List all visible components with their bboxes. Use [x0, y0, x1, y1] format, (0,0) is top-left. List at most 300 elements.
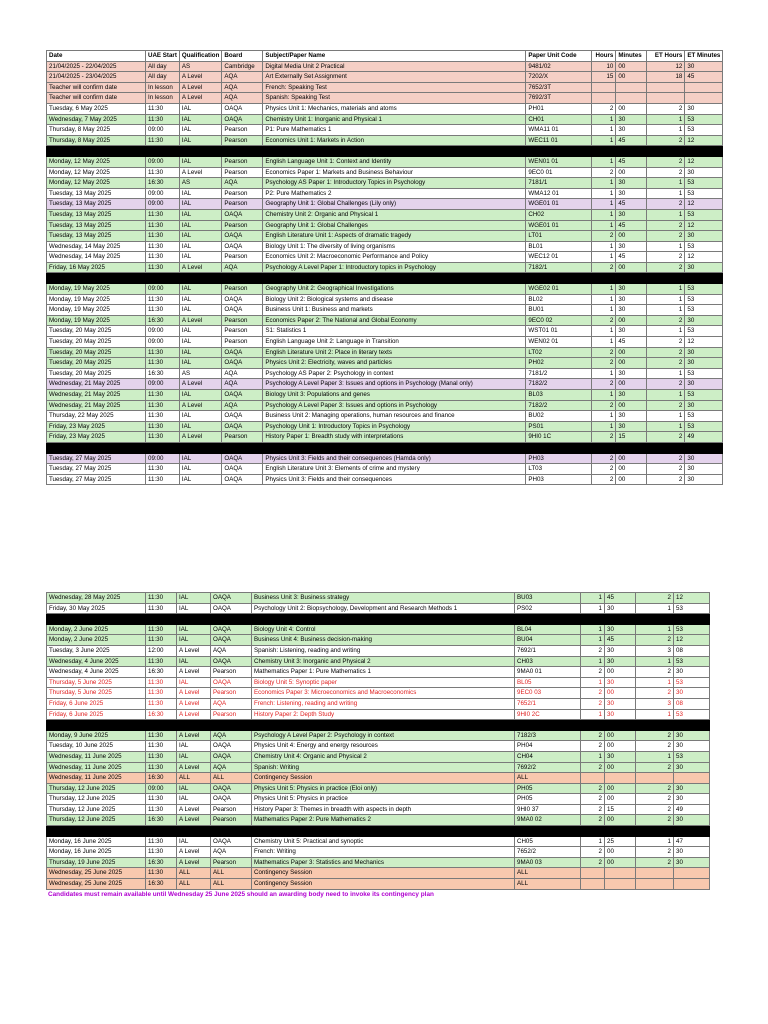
- table-cell[interactable]: 9HI0 2C: [515, 709, 581, 720]
- table-cell[interactable]: OAQA: [211, 783, 252, 794]
- table-cell[interactable]: 18: [647, 72, 685, 83]
- table-cell[interactable]: Pearson: [222, 125, 263, 136]
- table-cell[interactable]: 1: [592, 326, 616, 337]
- table-cell[interactable]: 11:30: [146, 347, 180, 358]
- table-cell[interactable]: Physics Unit 5: Physics in practice (Eloi only): [252, 783, 515, 794]
- table-cell[interactable]: 11:30: [146, 411, 180, 422]
- table-cell[interactable]: [674, 868, 710, 879]
- table-cell[interactable]: Pearson: [211, 804, 252, 815]
- table-cell[interactable]: OAQA: [211, 593, 252, 604]
- table-cell[interactable]: Physics Unit 5: Physics in practice: [252, 794, 515, 805]
- table-cell[interactable]: 1: [592, 125, 616, 136]
- table-cell[interactable]: Wednesday, 28 May 2025: [47, 593, 146, 604]
- table-cell[interactable]: AQA: [222, 82, 263, 93]
- table-cell[interactable]: AQA: [222, 400, 263, 411]
- table-cell[interactable]: 2: [636, 783, 674, 794]
- table-cell[interactable]: Tuesday, 13 May 2025: [47, 209, 146, 220]
- table-cell[interactable]: Friday, 23 May 2025: [47, 432, 146, 443]
- table-cell[interactable]: 45: [616, 337, 647, 348]
- table-cell[interactable]: [616, 93, 647, 104]
- table-cell[interactable]: [674, 879, 710, 890]
- table-cell[interactable]: Wednesday, 21 May 2025: [47, 400, 146, 411]
- table-cell[interactable]: 12: [674, 593, 710, 604]
- table-cell[interactable]: 11:30: [146, 688, 177, 699]
- table-cell[interactable]: 11:30: [146, 741, 177, 752]
- table-cell[interactable]: 11:30: [146, 231, 180, 242]
- table-cell[interactable]: In lesson: [146, 82, 180, 93]
- table-cell[interactable]: 1: [592, 390, 616, 401]
- table-cell[interactable]: 2: [592, 453, 616, 464]
- table-cell[interactable]: AQA: [222, 368, 263, 379]
- table-cell[interactable]: 11:30: [146, 358, 180, 369]
- table-cell[interactable]: 2: [647, 464, 685, 475]
- table-cell[interactable]: OAQA: [211, 751, 252, 762]
- table-cell[interactable]: Tuesday, 20 May 2025: [47, 347, 146, 358]
- table-cell[interactable]: Wednesday, 14 May 2025: [47, 241, 146, 252]
- table-cell[interactable]: AQA: [222, 93, 263, 104]
- table-cell[interactable]: Geography Unit 2: Geographical Investigations: [263, 284, 526, 295]
- table-cell[interactable]: 2: [592, 315, 616, 326]
- table-cell[interactable]: Wednesday, 21 May 2025: [47, 390, 146, 401]
- table-cell[interactable]: 16:30: [146, 667, 177, 678]
- table-cell[interactable]: IAL: [179, 114, 221, 125]
- table-cell[interactable]: [647, 93, 685, 104]
- table-cell[interactable]: 1: [592, 241, 616, 252]
- table-cell[interactable]: 1: [647, 390, 685, 401]
- table-cell[interactable]: Contingency Session: [252, 868, 515, 879]
- table-cell[interactable]: Thursday, 5 June 2025: [47, 688, 146, 699]
- table-cell[interactable]: 2: [636, 815, 674, 826]
- table-cell[interactable]: Monday, 12 May 2025: [47, 156, 146, 167]
- table-cell[interactable]: 11:30: [146, 603, 177, 614]
- table-cell[interactable]: 2: [647, 358, 685, 369]
- table-cell[interactable]: [592, 93, 616, 104]
- table-cell[interactable]: Wednesday, 7 May 2025: [47, 114, 146, 125]
- table-cell[interactable]: 16:30: [146, 879, 177, 890]
- table-cell[interactable]: Spanish: Writing: [252, 762, 515, 773]
- table-cell[interactable]: 1: [647, 305, 685, 316]
- table-cell[interactable]: IAL: [177, 656, 211, 667]
- table-cell[interactable]: Psychology A Level Paper 3: Issues and options in Psychology: [263, 400, 526, 411]
- table-cell[interactable]: IAL: [179, 326, 221, 337]
- table-cell[interactable]: A Level: [177, 730, 211, 741]
- table-cell[interactable]: 53: [685, 368, 723, 379]
- table-cell[interactable]: 2: [636, 635, 674, 646]
- table-cell[interactable]: English Language Unit 1: Context and Identity: [263, 156, 526, 167]
- table-cell[interactable]: 11:30: [146, 390, 180, 401]
- table-cell[interactable]: 00: [616, 400, 647, 411]
- table-cell[interactable]: 30: [685, 347, 723, 358]
- table-cell[interactable]: IAL: [177, 741, 211, 752]
- table-cell[interactable]: PH04: [515, 741, 581, 752]
- table-cell[interactable]: 2: [647, 474, 685, 485]
- table-cell[interactable]: [605, 773, 636, 784]
- table-cell[interactable]: 2: [581, 857, 605, 868]
- table-cell[interactable]: BU03: [515, 593, 581, 604]
- table-cell[interactable]: AQA: [211, 847, 252, 858]
- table-cell[interactable]: 12: [685, 337, 723, 348]
- table-cell[interactable]: 7182/1: [526, 262, 592, 273]
- table-cell[interactable]: Thursday, 12 June 2025: [47, 804, 146, 815]
- table-cell[interactable]: OAQA: [211, 677, 252, 688]
- table-cell[interactable]: 2: [636, 804, 674, 815]
- table-cell[interactable]: IAL: [179, 125, 221, 136]
- table-cell[interactable]: 2: [647, 262, 685, 273]
- table-cell[interactable]: 30: [674, 847, 710, 858]
- table-cell[interactable]: 2: [647, 379, 685, 390]
- table-cell[interactable]: 1: [647, 368, 685, 379]
- table-cell[interactable]: Biology Unit 5: Synoptic paper: [252, 677, 515, 688]
- table-cell[interactable]: English Literature Unit 1: Aspects of dramatic tragedy: [263, 231, 526, 242]
- table-cell[interactable]: BU04: [515, 635, 581, 646]
- table-cell[interactable]: 2: [636, 741, 674, 752]
- table-cell[interactable]: 11:30: [146, 868, 177, 879]
- table-cell[interactable]: WGE01 01: [526, 220, 592, 231]
- table-cell[interactable]: 00: [605, 688, 636, 699]
- table-cell[interactable]: [636, 868, 674, 879]
- table-cell[interactable]: 11:30: [146, 209, 180, 220]
- table-cell[interactable]: Tuesday, 13 May 2025: [47, 199, 146, 210]
- table-cell[interactable]: IAL: [179, 337, 221, 348]
- table-cell[interactable]: 1: [647, 241, 685, 252]
- table-cell[interactable]: 2: [592, 358, 616, 369]
- table-cell[interactable]: 53: [685, 294, 723, 305]
- table-cell[interactable]: AQA: [222, 178, 263, 189]
- table-cell[interactable]: Pearson: [211, 815, 252, 826]
- table-cell[interactable]: 16:30: [146, 773, 177, 784]
- table-cell[interactable]: 7652/2: [515, 847, 581, 858]
- table-cell[interactable]: Pearson: [222, 284, 263, 295]
- table-cell[interactable]: 30: [674, 762, 710, 773]
- table-cell[interactable]: Thursday, 12 June 2025: [47, 794, 146, 805]
- table-cell[interactable]: 09:00: [146, 188, 180, 199]
- table-cell[interactable]: 2: [592, 400, 616, 411]
- table-cell[interactable]: IAL: [179, 390, 221, 401]
- table-cell[interactable]: 11:30: [146, 252, 180, 263]
- table-cell[interactable]: A Level: [179, 93, 221, 104]
- table-cell[interactable]: French: Speaking Test: [263, 82, 526, 93]
- table-cell[interactable]: Monday, 2 June 2025: [47, 624, 146, 635]
- table-cell[interactable]: History Paper 1: Breadth study with interpretations: [263, 432, 526, 443]
- table-cell[interactable]: Wednesday, 14 May 2025: [47, 252, 146, 263]
- table-cell[interactable]: 2: [647, 220, 685, 231]
- table-cell[interactable]: BU01: [526, 305, 592, 316]
- table-cell[interactable]: 1: [581, 624, 605, 635]
- table-cell[interactable]: [605, 868, 636, 879]
- table-cell[interactable]: 2: [581, 847, 605, 858]
- table-cell[interactable]: 2: [647, 453, 685, 464]
- column-header[interactable]: ET Minutes: [685, 51, 723, 62]
- column-header[interactable]: Hours: [592, 51, 616, 62]
- table-cell[interactable]: WMA12 01: [526, 188, 592, 199]
- table-cell[interactable]: 49: [685, 432, 723, 443]
- table-cell[interactable]: Tuesday, 20 May 2025: [47, 326, 146, 337]
- table-cell[interactable]: English Language Unit 2: Language in Transition: [263, 337, 526, 348]
- table-cell[interactable]: 53: [685, 178, 723, 189]
- table-cell[interactable]: Monday, 12 May 2025: [47, 178, 146, 189]
- table-cell[interactable]: 2: [647, 337, 685, 348]
- table-cell[interactable]: OAQA: [222, 209, 263, 220]
- table-cell[interactable]: AQA: [211, 730, 252, 741]
- table-cell[interactable]: IAL: [179, 464, 221, 475]
- table-cell[interactable]: 30: [674, 730, 710, 741]
- table-cell[interactable]: ALL: [211, 879, 252, 890]
- table-cell[interactable]: 53: [674, 603, 710, 614]
- table-cell[interactable]: 2: [581, 667, 605, 678]
- table-cell[interactable]: 45: [616, 135, 647, 146]
- table-cell[interactable]: 30: [616, 294, 647, 305]
- table-cell[interactable]: Business Unit 4: Business decision-making: [252, 635, 515, 646]
- table-cell[interactable]: OAQA: [211, 656, 252, 667]
- table-cell[interactable]: 30: [674, 815, 710, 826]
- table-cell[interactable]: IAL: [179, 156, 221, 167]
- table-cell[interactable]: 00: [605, 762, 636, 773]
- table-cell[interactable]: Thursday, 22 May 2025: [47, 411, 146, 422]
- table-cell[interactable]: 9HI0 37: [515, 804, 581, 815]
- table-cell[interactable]: 1: [636, 677, 674, 688]
- table-cell[interactable]: A Level: [179, 167, 221, 178]
- table-cell[interactable]: Spanish: Listening, reading and writing: [252, 645, 515, 656]
- table-cell[interactable]: IAL: [177, 794, 211, 805]
- table-cell[interactable]: 1: [581, 677, 605, 688]
- table-cell[interactable]: CH03: [515, 656, 581, 667]
- table-cell[interactable]: IAL: [179, 209, 221, 220]
- table-cell[interactable]: S1: Statistics 1: [263, 326, 526, 337]
- table-cell[interactable]: 2: [581, 804, 605, 815]
- table-cell[interactable]: IAL: [177, 783, 211, 794]
- table-cell[interactable]: 30: [685, 231, 723, 242]
- table-cell[interactable]: 11:30: [146, 698, 177, 709]
- table-cell[interactable]: 00: [616, 61, 647, 72]
- table-cell[interactable]: IAL: [179, 453, 221, 464]
- table-cell[interactable]: IAL: [179, 474, 221, 485]
- table-cell[interactable]: 30: [616, 188, 647, 199]
- table-cell[interactable]: 1: [636, 709, 674, 720]
- table-cell[interactable]: 11:30: [146, 262, 180, 273]
- table-cell[interactable]: WMA11 01: [526, 125, 592, 136]
- table-cell[interactable]: Wednesday, 4 June 2025: [47, 667, 146, 678]
- table-cell[interactable]: 47: [674, 836, 710, 847]
- table-cell[interactable]: [636, 773, 674, 784]
- table-cell[interactable]: 45: [685, 72, 723, 83]
- table-cell[interactable]: Pearson: [222, 432, 263, 443]
- table-cell[interactable]: 1: [592, 337, 616, 348]
- table-cell[interactable]: 1: [592, 411, 616, 422]
- table-cell[interactable]: 09:00: [146, 199, 180, 210]
- table-cell[interactable]: 2: [647, 252, 685, 263]
- table-cell[interactable]: Wednesday, 11 June 2025: [47, 751, 146, 762]
- table-cell[interactable]: 53: [685, 209, 723, 220]
- table-cell[interactable]: 30: [616, 421, 647, 432]
- table-cell[interactable]: 2: [636, 794, 674, 805]
- table-cell[interactable]: Mathematics Paper 1: Pure Mathematics 1: [252, 667, 515, 678]
- table-cell[interactable]: IAL: [177, 593, 211, 604]
- table-cell[interactable]: Monday, 16 June 2025: [47, 847, 146, 858]
- table-cell[interactable]: Monday, 19 May 2025: [47, 284, 146, 295]
- table-cell[interactable]: 9MA0 03: [515, 857, 581, 868]
- table-cell[interactable]: 30: [674, 857, 710, 868]
- table-cell[interactable]: 11:30: [146, 794, 177, 805]
- table-cell[interactable]: 1: [592, 156, 616, 167]
- table-cell[interactable]: 1: [592, 305, 616, 316]
- table-cell[interactable]: Teacher will confirm date: [47, 82, 146, 93]
- table-cell[interactable]: Monday, 19 May 2025: [47, 315, 146, 326]
- table-cell[interactable]: 7182/3: [515, 730, 581, 741]
- table-cell[interactable]: Friday, 23 May 2025: [47, 421, 146, 432]
- table-cell[interactable]: 30: [605, 624, 636, 635]
- table-cell[interactable]: OAQA: [222, 231, 263, 242]
- table-cell[interactable]: 1: [592, 135, 616, 146]
- column-header[interactable]: Subject/Paper Name: [263, 51, 526, 62]
- table-cell[interactable]: ALL: [177, 773, 211, 784]
- table-cell[interactable]: 00: [605, 741, 636, 752]
- table-cell[interactable]: Pearson: [211, 688, 252, 699]
- table-cell[interactable]: A Level: [179, 400, 221, 411]
- table-cell[interactable]: Chemistry Unit 5: Practical and synoptic: [252, 836, 515, 847]
- table-cell[interactable]: Pearson: [222, 167, 263, 178]
- table-cell[interactable]: Monday, 19 May 2025: [47, 305, 146, 316]
- table-cell[interactable]: WEC12 01: [526, 252, 592, 263]
- table-cell[interactable]: History Paper 3: Themes in breadth with aspects in depth: [252, 804, 515, 815]
- table-cell[interactable]: OAQA: [211, 603, 252, 614]
- table-cell[interactable]: ALL: [515, 868, 581, 879]
- table-cell[interactable]: 11:30: [146, 593, 177, 604]
- table-cell[interactable]: Tuesday, 13 May 2025: [47, 220, 146, 231]
- table-cell[interactable]: 45: [616, 156, 647, 167]
- table-cell[interactable]: BL01: [526, 241, 592, 252]
- table-cell[interactable]: 53: [685, 241, 723, 252]
- table-cell[interactable]: Friday, 6 June 2025: [47, 698, 146, 709]
- table-cell[interactable]: 30: [685, 358, 723, 369]
- table-cell[interactable]: 30: [685, 103, 723, 114]
- table-cell[interactable]: ALL: [211, 868, 252, 879]
- table-cell[interactable]: WGE01 01: [526, 199, 592, 210]
- table-cell[interactable]: IAL: [179, 199, 221, 210]
- table-cell[interactable]: BL02: [526, 294, 592, 305]
- table-cell[interactable]: 1: [581, 656, 605, 667]
- table-cell[interactable]: 30: [685, 464, 723, 475]
- table-cell[interactable]: 30: [605, 677, 636, 688]
- table-cell[interactable]: OAQA: [211, 836, 252, 847]
- table-cell[interactable]: 30: [685, 379, 723, 390]
- table-cell[interactable]: Economics Unit 2: Macroeconomic Performance and Policy: [263, 252, 526, 263]
- table-cell[interactable]: 2: [581, 645, 605, 656]
- table-cell[interactable]: 16:30: [146, 709, 177, 720]
- table-cell[interactable]: Psychology A Level Paper 2: Psychology in context: [252, 730, 515, 741]
- table-cell[interactable]: 1: [647, 114, 685, 125]
- table-cell[interactable]: IAL: [179, 411, 221, 422]
- table-cell[interactable]: 45: [616, 252, 647, 263]
- table-cell[interactable]: 1: [592, 368, 616, 379]
- table-cell[interactable]: Psychology A Level Paper 3: Issues and options in Psychology (Manal only): [263, 379, 526, 390]
- table-cell[interactable]: Wednesday, 11 June 2025: [47, 773, 146, 784]
- table-cell[interactable]: 2: [647, 315, 685, 326]
- table-cell[interactable]: 45: [616, 220, 647, 231]
- table-cell[interactable]: Pearson: [222, 220, 263, 231]
- table-cell[interactable]: OAQA: [222, 294, 263, 305]
- table-cell[interactable]: Tuesday, 27 May 2025: [47, 453, 146, 464]
- table-cell[interactable]: 11:30: [146, 421, 180, 432]
- table-cell[interactable]: 2: [581, 815, 605, 826]
- table-cell[interactable]: 30: [616, 284, 647, 295]
- table-cell[interactable]: Wednesday, 25 June 2025: [47, 879, 146, 890]
- table-cell[interactable]: AS: [179, 368, 221, 379]
- column-header[interactable]: Qualification: [179, 51, 221, 62]
- table-cell[interactable]: Monday, 12 May 2025: [47, 167, 146, 178]
- table-cell[interactable]: OAQA: [211, 635, 252, 646]
- table-cell[interactable]: 11:30: [146, 432, 180, 443]
- table-cell[interactable]: AQA: [211, 698, 252, 709]
- table-cell[interactable]: Economics Paper 1: Markets and Business Behaviour: [263, 167, 526, 178]
- table-cell[interactable]: 30: [616, 368, 647, 379]
- table-cell[interactable]: PH03: [526, 453, 592, 464]
- table-cell[interactable]: 7182/2: [526, 379, 592, 390]
- table-cell[interactable]: Geography Unit 1: Global Challenges (Lily only): [263, 199, 526, 210]
- table-cell[interactable]: Psychology Unit 1: Introductory Topics in Psychology: [263, 421, 526, 432]
- table-cell[interactable]: WST01 01: [526, 326, 592, 337]
- table-cell[interactable]: ALL: [515, 773, 581, 784]
- table-cell[interactable]: PH05: [515, 794, 581, 805]
- table-cell[interactable]: 9MA0 02: [515, 815, 581, 826]
- table-cell[interactable]: IAL: [179, 135, 221, 146]
- table-cell[interactable]: A Level: [177, 762, 211, 773]
- table-cell[interactable]: [647, 82, 685, 93]
- table-cell[interactable]: 00: [616, 262, 647, 273]
- table-cell[interactable]: 30: [605, 656, 636, 667]
- table-cell[interactable]: 00: [616, 453, 647, 464]
- table-cell[interactable]: A Level: [177, 804, 211, 815]
- table-cell[interactable]: Cambridge: [222, 61, 263, 72]
- table-cell[interactable]: 11:30: [146, 635, 177, 646]
- table-cell[interactable]: Economics Paper 3: Microeconomics and Macroeconomics: [252, 688, 515, 699]
- table-cell[interactable]: 30: [674, 794, 710, 805]
- table-cell[interactable]: 2: [636, 857, 674, 868]
- table-cell[interactable]: 30: [616, 178, 647, 189]
- table-cell[interactable]: 2: [647, 231, 685, 242]
- table-cell[interactable]: 2: [647, 167, 685, 178]
- table-cell[interactable]: 3: [636, 645, 674, 656]
- table-cell[interactable]: 00: [605, 815, 636, 826]
- table-cell[interactable]: 00: [605, 783, 636, 794]
- table-cell[interactable]: 00: [616, 103, 647, 114]
- table-cell[interactable]: 15: [616, 432, 647, 443]
- table-cell[interactable]: LT03: [526, 464, 592, 475]
- table-cell[interactable]: IAL: [177, 677, 211, 688]
- table-cell[interactable]: 9HI0 1C: [526, 432, 592, 443]
- column-header[interactable]: Board: [222, 51, 263, 62]
- table-cell[interactable]: Chemistry Unit 2: Organic and Physical 1: [263, 209, 526, 220]
- table-cell[interactable]: Business Unit 3: Business strategy: [252, 593, 515, 604]
- table-cell[interactable]: 08: [674, 698, 710, 709]
- table-cell[interactable]: All day: [146, 61, 180, 72]
- table-cell[interactable]: 2: [592, 379, 616, 390]
- table-cell[interactable]: Tuesday, 13 May 2025: [47, 188, 146, 199]
- table-cell[interactable]: WEN02 01: [526, 337, 592, 348]
- table-cell[interactable]: AQA: [211, 762, 252, 773]
- table-cell[interactable]: 9EC0 03: [515, 688, 581, 699]
- table-cell[interactable]: Wednesday, 11 June 2025: [47, 762, 146, 773]
- column-header[interactable]: Minutes: [616, 51, 647, 62]
- table-cell[interactable]: 08: [674, 645, 710, 656]
- table-cell[interactable]: Chemistry Unit 3: Inorganic and Physical 2: [252, 656, 515, 667]
- table-cell[interactable]: IAL: [179, 347, 221, 358]
- table-cell[interactable]: Economics Unit 1: Markets in Action: [263, 135, 526, 146]
- table-cell[interactable]: 00: [616, 231, 647, 242]
- table-cell[interactable]: Digital Media Unit 2 Practical: [263, 61, 526, 72]
- table-cell[interactable]: Art Externally Set Assignment: [263, 72, 526, 83]
- table-cell[interactable]: 21/04/2025 - 23/04/2025: [47, 72, 146, 83]
- table-cell[interactable]: 1: [592, 178, 616, 189]
